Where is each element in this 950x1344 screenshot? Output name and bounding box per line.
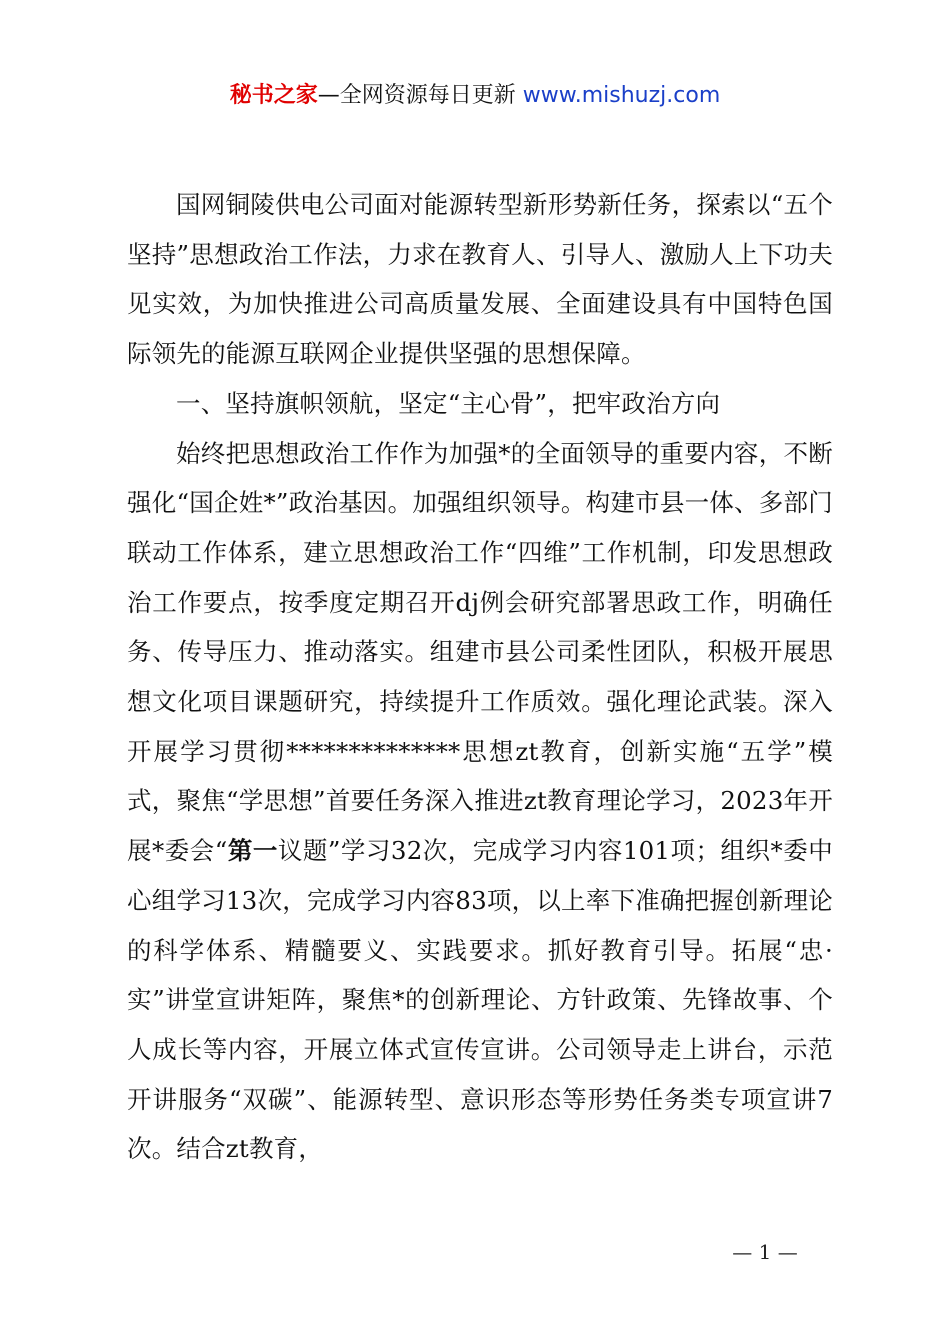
banner-url[interactable]: www.mishuzj.com — [522, 83, 721, 108]
brand-name: 秘书之家 — [229, 83, 318, 108]
section-body-paragraph — [127, 429, 833, 1175]
page-number: — 1 — — [732, 1240, 798, 1264]
document-body — [127, 180, 833, 1174]
intro-paragraph: 国网铜陵供电公司面对能源转型新形势新任务，探索以“五个坚持”思想政治工作法，力求在教育人、引导人、激励人上下功夫见实效，为加快推进公司高质量发展、全面建设具有中国特色国际领先的能源互联网企业提供坚强的思想保障。 — [127, 190, 833, 369]
banner-tagline: —全网资源每日更新 — [317, 83, 523, 108]
body-text-part-2: 议题”学习32次，完成学习内容101项；组织*委中心组学习13次，完成学习内容83项，以上率下准确把握创新理论的科学体系、精髓要义、实践要求。抓好教育引导。拓展“忠·实”讲堂宣讲矩阵，聚焦*的创新理论、方针政策、先锋故事、个人成长等内容，开展立体式宣传宣讲。公司领导走上讲台，示范开讲服务“双碳”、能源转型、意识形态等形势任务类专项宣讲7次。结合zt教育， — [127, 836, 834, 1164]
body-bold-text: 第一 — [227, 836, 278, 866]
body-text-part-1: 始终把思想政治工作作为加强*的全面领导的重要内容，不断强化“国企姓*”政治基因。加强组织领导。构建市县一体、多部门联动工作体系，建立思想政治工作“四维”工作机制，印发思想政治工作要点，按季度定期召开dj例会研究部署思政工作，明确任务、传导压力、推动落实。组建市县公司柔性团队，积极开展思想文化项目课题研究，持续提升工作质效。强化理论武装。深入开展学习贯彻**************思想zt教育，创新实施“五学”模式，聚焦“学思想”首要任务深入推进zt教育理论学习，2023年开展*委会“ — [127, 438, 833, 866]
section-heading: 一、坚持旗帜领航，坚定“主心骨”，把牢政治方向 — [176, 388, 721, 418]
site-banner — [0, 80, 950, 112]
